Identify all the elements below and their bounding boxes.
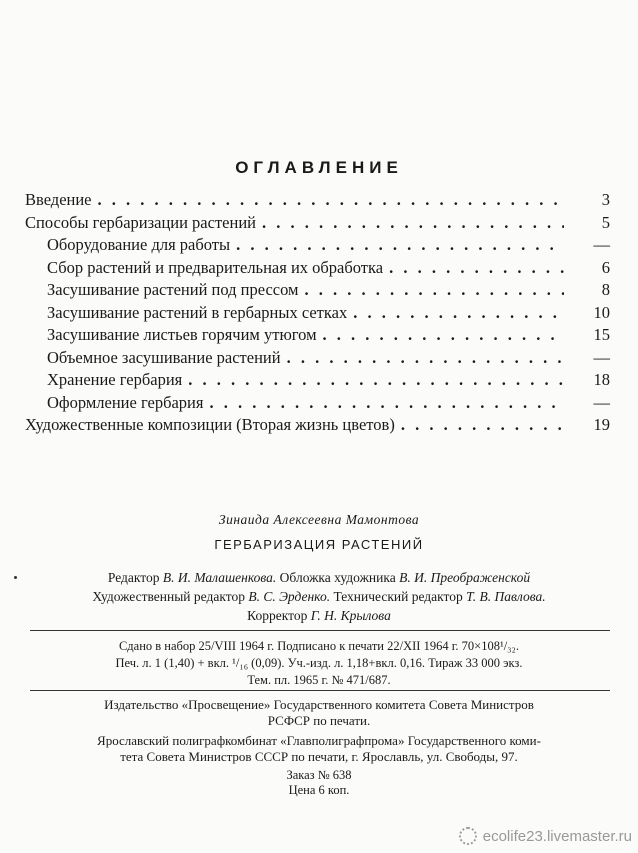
credits-line-2 bbox=[0, 587, 638, 606]
publisher-info bbox=[0, 697, 638, 765]
credits-block bbox=[0, 568, 638, 625]
order-info bbox=[0, 768, 638, 798]
tech-line: Тем. пл. 1965 г. № 471/687. bbox=[247, 673, 391, 687]
toc-entry-page: 15 bbox=[593, 325, 610, 344]
toc-entry-title: Оборудование для работы bbox=[47, 235, 231, 254]
toc-dot-leader bbox=[287, 348, 564, 368]
toc-entry bbox=[25, 325, 610, 348]
toc-entry bbox=[25, 370, 610, 393]
toc-entry-title: Объемное засушивание растений bbox=[47, 347, 281, 367]
toc-entry-title: Засушивание растений под прессом bbox=[47, 280, 299, 299]
tech-line: Сдано в набор 25/VIII 1964 г. Подписано к печати 22/XII 1964 г. 70×108¹/₃₂. bbox=[118, 639, 520, 653]
toc-entry-page: 3 bbox=[601, 190, 610, 209]
corrector-name: Г. Н. Крылова bbox=[310, 608, 391, 623]
toc-entry bbox=[25, 415, 610, 438]
toc-entry bbox=[25, 280, 610, 303]
technical-details bbox=[0, 638, 638, 689]
toc-heading: ОГЛАВЛЕНИЕ bbox=[235, 158, 403, 177]
toc-dot-leader bbox=[209, 393, 564, 413]
publisher-line: РСФСР по печати. bbox=[267, 713, 371, 728]
toc-entry-title: Способы гербаризации растений bbox=[25, 212, 256, 232]
credit-label: Редактор bbox=[107, 570, 160, 585]
publisher-line: Издательство «Просвещение» Государственного комитета Совета Министров bbox=[104, 697, 534, 712]
credit-label: Технический редактор bbox=[333, 589, 463, 604]
toc-entry bbox=[25, 213, 610, 236]
toc-entry-title: Хранение гербария bbox=[47, 370, 183, 389]
credits-line-3 bbox=[0, 606, 638, 625]
toc-entry bbox=[25, 258, 610, 281]
divider-rule bbox=[30, 690, 610, 691]
printer-line: тета Совета Министров СССР по печати, г. Ярославль, ул. Свободы, 97. bbox=[120, 749, 518, 764]
toc-dot-leader bbox=[353, 303, 564, 323]
toc-entry bbox=[25, 393, 610, 416]
toc-dot-leader bbox=[389, 258, 564, 278]
toc-entry-page: — bbox=[593, 235, 610, 254]
toc-entry-page: 8 bbox=[601, 280, 610, 299]
cover-artist-name: В. И. Преображенской bbox=[399, 570, 531, 585]
toc-entry-page: 18 bbox=[593, 370, 610, 389]
credits-line-1 bbox=[0, 568, 638, 587]
toc-dot-leader bbox=[401, 415, 564, 435]
toc-entry-page: — bbox=[593, 347, 610, 367]
watermark bbox=[459, 827, 632, 845]
flower-logo-icon bbox=[459, 827, 477, 845]
table-of-contents bbox=[25, 190, 610, 438]
toc-entry bbox=[25, 303, 610, 326]
toc-dot-leader bbox=[323, 325, 564, 345]
editor-name: В. И. Малашенкова. bbox=[162, 570, 277, 585]
toc-entry bbox=[25, 348, 610, 371]
divider-rule bbox=[30, 630, 610, 631]
watermark-text: ecolife23.livemaster.ru bbox=[482, 827, 632, 845]
printer-line: Ярославский полиграфкомбинат «Главполиграфпрома» Государственного коми- bbox=[97, 733, 541, 748]
toc-entry-title: Оформление гербария bbox=[47, 392, 204, 412]
toc-dot-leader bbox=[98, 190, 564, 210]
price: Цена 6 коп. bbox=[288, 783, 350, 797]
toc-entry-title: Засушивание листьев горячим утюгом bbox=[47, 325, 317, 344]
toc-entry-title: Художественные композиции (Вторая жизнь цветов) bbox=[25, 415, 395, 434]
toc-entry-title: Сбор растений и предварительная их обработка bbox=[47, 257, 384, 277]
toc-entry-page: 19 bbox=[593, 415, 610, 434]
toc-entry-page: 10 bbox=[593, 302, 610, 322]
book-title: ГЕРБАРИЗАЦИЯ РАСТЕНИЙ bbox=[214, 537, 424, 552]
toc-entry-title: Введение bbox=[25, 190, 92, 209]
toc-entry bbox=[25, 190, 610, 213]
toc-dot-leader bbox=[188, 370, 564, 390]
toc-entry-page: 6 bbox=[601, 257, 610, 277]
art-editor-name: В. С. Эрденко. bbox=[248, 589, 331, 604]
tech-editor-name: Т. В. Павлова. bbox=[466, 589, 546, 604]
toc-entry-page: — bbox=[593, 392, 610, 412]
author-name: Зинаида Алексеевна Мамонтова bbox=[218, 512, 420, 527]
credit-label: Художественный редактор bbox=[92, 589, 245, 604]
toc-entry-page: 5 bbox=[601, 212, 610, 232]
toc-dot-leader bbox=[305, 280, 565, 300]
order-number: Заказ № 638 bbox=[286, 768, 352, 782]
credit-label: Корректор bbox=[247, 608, 308, 623]
toc-entry bbox=[25, 235, 610, 258]
credit-label: Обложка художника bbox=[279, 570, 396, 585]
toc-dot-leader bbox=[262, 213, 564, 233]
toc-dot-leader bbox=[236, 235, 564, 255]
tech-line: Печ. л. 1 (1,40) + вкл. ¹/₁₆ (0,09). Уч.-изд. л. 1,18+вкл. 0,16. Тираж 33 000 экз. bbox=[115, 656, 523, 670]
toc-entry-title: Засушивание растений в гербарных сетках bbox=[47, 302, 348, 322]
